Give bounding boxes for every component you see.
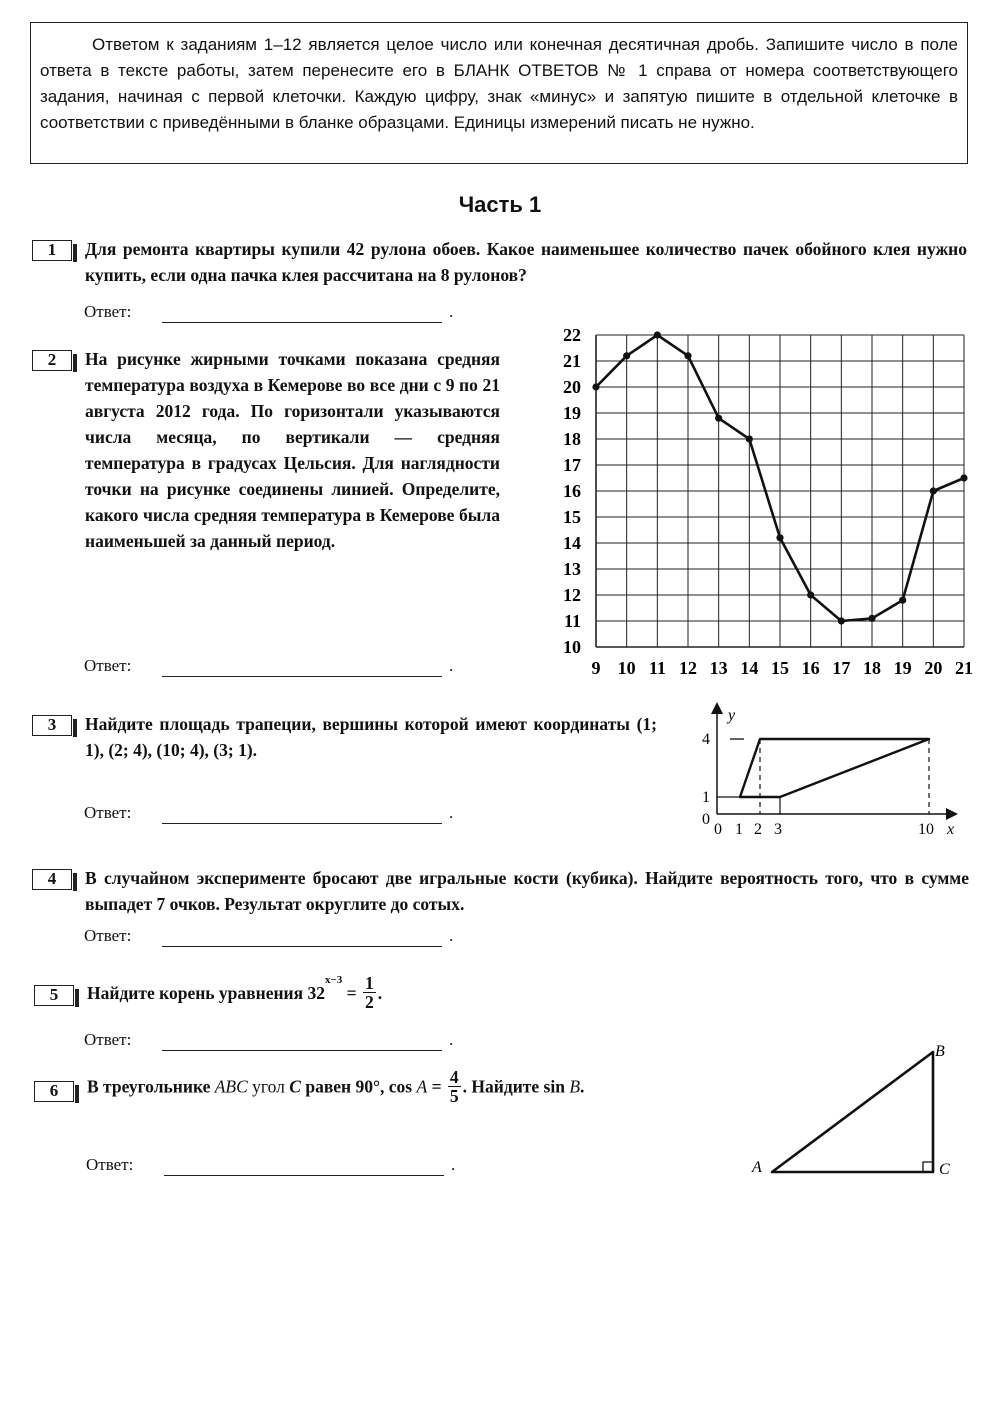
y-tick-label: 11 (563, 611, 581, 631)
temperature-point (807, 591, 814, 598)
y-tick-label: 19 (563, 403, 581, 423)
vertex-b-label: B (935, 1043, 945, 1060)
y-tick-label: 1 (702, 789, 710, 806)
temperature-point (654, 331, 661, 338)
task-number-5: 5 (34, 985, 74, 1006)
x-tick-label: 1 (735, 821, 743, 838)
x-tick-label: 14 (740, 658, 759, 678)
part-title: Часть 1 (458, 192, 542, 217)
temperature-point (838, 617, 845, 624)
answer-label: Ответ: (84, 926, 132, 945)
answer-field-3[interactable] (162, 823, 442, 824)
y-tick-label: 12 (563, 585, 581, 605)
temperature-point (899, 597, 906, 604)
x-axis-label: x (947, 821, 955, 838)
x-tick-label: 9 (591, 658, 601, 678)
x-tick-label: 15 (771, 658, 789, 678)
temperature-chart (548, 325, 973, 685)
x-tick-label: 0 (714, 821, 722, 838)
task-3-text: Найдите площадь трапеции, вершины которой имеют координаты (1; 1), (2; 4), (10; 4), (3; 1). (85, 714, 657, 760)
x-tick-label: 16 (801, 658, 820, 678)
chart-grid (596, 335, 964, 647)
answer-field-4[interactable] (162, 946, 442, 947)
x-tick-label: 18 (863, 658, 881, 678)
temperature-point (684, 352, 691, 359)
temperature-point (868, 615, 875, 622)
y-tick-label: 17 (563, 455, 581, 475)
x-tick-label: 10 (918, 821, 934, 838)
temperature-point (746, 435, 753, 442)
y-tick-label: 13 (563, 559, 581, 579)
answer-label: Ответ: (84, 1030, 132, 1049)
answer-label: Ответ: (84, 656, 132, 675)
x-tick-label: 13 (709, 658, 728, 678)
temperature-point (715, 415, 722, 422)
y-tick-label: 14 (563, 533, 581, 553)
temperature-point (623, 352, 630, 359)
task-number-3: 3 (32, 715, 72, 736)
y-tick-label: 4 (702, 731, 710, 748)
trapezoid-figure (690, 700, 970, 845)
triangle-abc (772, 1052, 933, 1172)
fraction: $\frac{4}{5}$ (449, 1067, 459, 1106)
task-number-2: 2 (32, 350, 72, 371)
task-number-4: 4 (32, 869, 72, 890)
y-tick-label: 22 (563, 325, 581, 345)
task-5-text: Найдите корень уравнения $32^{x-3}$ = $\frac{1}{2}$ . (87, 973, 383, 1013)
vertex-c-label: C (939, 1161, 950, 1178)
x-tick-label: 17 (832, 658, 851, 678)
temperature-point (930, 487, 937, 494)
x-tick-label: 12 (679, 658, 697, 678)
instructions-text: Ответом к заданиям 1–12 является целое число или конечная десятичная дробь. Запишите число в поле ответа в тексте работы, затем перенесите его в БЛАНК ОТВЕТОВ № 1 справа от номера соответствующего задания, начиная с первой клеточки. Каждую цифру, знак «минус» и запятую пишите в отдельной клеточке в соответствии с приведёнными в бланке образцами. Единицы измерений писать не нужно. (40, 35, 958, 132)
x-tick-label: 19 (893, 658, 912, 678)
answer-field-5[interactable] (162, 1050, 442, 1051)
task-number-6: 6 (34, 1081, 74, 1102)
y-tick-label: 21 (563, 351, 581, 371)
task-2-text: На рисунке жирными точками показана средняя температура воздуха в Кемерове во все дни с 9 по 21 августа 2012 года. По горизонтали указываются числа месяца, по вертикали — средняя температура в градусах Цельсия. Для наглядности точки на рисунке соединены линией. Определите, какого числа средняя температура в Кемерове была наименьшей за данный период. (85, 349, 500, 551)
answer-field-2[interactable] (162, 676, 442, 677)
answer-label: Ответ: (86, 1155, 134, 1174)
triangle-figure (745, 1038, 965, 1183)
task-1-text: Для ремонта квартиры купили 42 рулона обоев. Какое наименьшее количество пачек обойного клея нужно купить, если одна пачка клея рассчитана на 8 рулонов? (85, 239, 967, 285)
temperature-point (960, 474, 967, 481)
task-number-1: 1 (32, 240, 72, 261)
x-tick-label: 20 (924, 658, 943, 678)
trapezoid-shape (740, 739, 929, 797)
x-tick-label: 3 (774, 821, 782, 838)
exponent: x−3 (324, 974, 343, 986)
y-tick-label: 15 (563, 507, 581, 527)
fraction: $\frac{1}{2}$ (365, 973, 374, 1013)
y-tick-label: 20 (563, 377, 581, 397)
task-4-text: В случайном эксперименте бросают две игральные кости (кубика). Найдите вероятность того, что в сумме выпадет 7 очков. Результат округлите до сотых. (85, 868, 969, 914)
vertex-a-label: A (752, 1159, 762, 1176)
x-tick-label: 10 (617, 658, 636, 678)
x-tick-label: 11 (648, 658, 666, 678)
y-tick-label: 18 (563, 429, 581, 449)
answer-field-6[interactable] (164, 1175, 444, 1176)
answer-field-1[interactable] (162, 322, 442, 323)
x-tick-label: 2 (754, 821, 762, 838)
answer-label: Ответ: (84, 302, 132, 321)
y-tick-label: 16 (563, 481, 581, 501)
y-tick-label: 10 (563, 637, 581, 657)
task-6-text: В треугольнике ABC угол C равен 90°, cos A = $\frac{4}{5}$ . Найдите sin B. (87, 1067, 585, 1106)
temperature-point (776, 534, 783, 541)
y-axis-label: y (728, 707, 736, 724)
x-tick-label: 21 (955, 658, 973, 678)
temperature-point (592, 383, 599, 390)
origin-label: 0 (702, 811, 710, 828)
answer-label: Ответ: (84, 803, 132, 822)
